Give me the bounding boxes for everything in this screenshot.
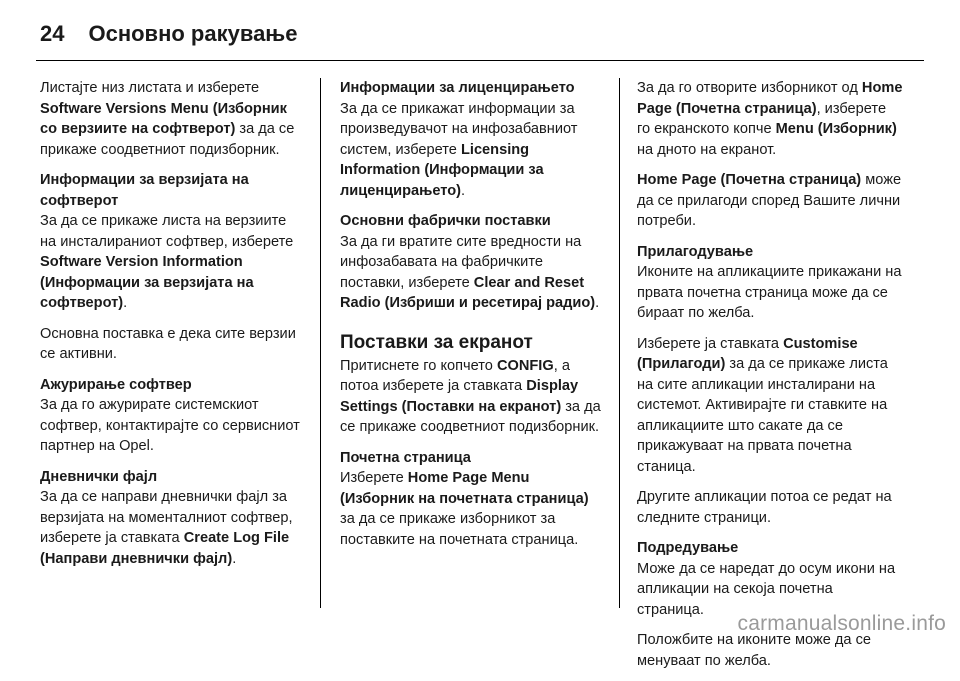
column-1 (40, 78, 306, 579)
paragraph-licensing (340, 78, 606, 201)
menu-term: Licensing Information (Информации за лиценцирањето) (340, 141, 544, 199)
paragraph-home-page-custom (637, 170, 903, 232)
column-2 (340, 78, 606, 560)
text: Притиснете го копчето (340, 357, 497, 374)
text: Изберете (340, 470, 408, 486)
text: За да се прикаже листа на верзиите на инсталираниот софтвер, изберете (40, 213, 294, 250)
text: За да го отворите изборникот од (637, 80, 862, 96)
subheading-text: Прилагодување (637, 243, 754, 260)
text: за да се прикаже изборникот за поставките на почетната страница. (340, 511, 579, 548)
paragraph-arrange: Може да се наредат до осум икони на апликации на секоја почетна страница. (637, 560, 896, 618)
paragraph-default-setting: Основна поставка е дека сите верзии се активни. (40, 325, 296, 362)
menu-term: Home Page (Почетна страница) (637, 80, 903, 117)
paragraph-log-file (40, 467, 306, 570)
paragraph-open-home-menu (637, 78, 903, 160)
subheading-licensing: Информации за лиценцирањето (340, 80, 575, 96)
page-title: Основно ракување (88, 21, 298, 46)
menu-term: Home Page Menu (Изборник на почетната страница) (340, 470, 589, 507)
paragraph-other-apps: Другите апликации потоа се редат на следните страници. (637, 489, 892, 526)
subheading-factory-settings: Основни фабрички поставки (340, 213, 551, 229)
text: може да се прилагоди според Вашите лични потреби. (637, 172, 902, 229)
text: . (461, 182, 466, 199)
subheading-software-update: Ажурирање софтвер (40, 376, 192, 393)
menu-term: Software Versions Menu (Изборник со верзиите на софтверот) (40, 100, 287, 137)
paragraph-version-info (40, 170, 306, 314)
text: За да се прикажат информации за произведувачот на инфозабавниот систем, изберете (340, 100, 578, 158)
text: За да ги вратите сите вредности на инфозабавата на фабричките поставки, изберете (340, 233, 582, 291)
menu-term: Create Log File (Направи дневнички фајл) (40, 530, 290, 567)
watermark: carmanualsonline.info (737, 612, 946, 635)
text: Изберете ја ставката (637, 335, 784, 352)
menu-term: Software Version Information (Информации за верзијата на софтверот) (40, 254, 254, 311)
subheading-log-file: Дневнички фајл (40, 468, 158, 485)
text: Листајте низ листата и изберете (40, 80, 260, 96)
column-3 (637, 78, 903, 681)
menu-term: Clear and Reset Radio (Избриши и ресетирај радио) (340, 274, 596, 311)
text: за да се прикаже соодветниот подизборник. (340, 398, 601, 435)
button-term: Menu (Изборник) (775, 121, 897, 137)
subheading-customise (637, 242, 903, 263)
paragraph-software-update (40, 375, 306, 457)
text: за да се прикаже соодветниот подизборник. (40, 121, 295, 158)
column-divider-1 (320, 78, 321, 608)
menu-term: Home Page (Почетна страница) (637, 172, 862, 188)
text: на дното на екранот. (637, 141, 777, 158)
text: , а потоа изберете ја ставката (340, 357, 570, 394)
paragraph-home-page (340, 448, 606, 551)
header-divider (36, 60, 924, 61)
text: За да се направи дневнички фајл за верзијата на моменталниот софтвер, изберете ја ставката (40, 489, 293, 546)
paragraph-software-versions (40, 78, 306, 160)
paragraph-display-settings (340, 356, 606, 438)
button-term: CONFIG (496, 357, 554, 374)
paragraph-customise (637, 334, 903, 478)
text: . (232, 550, 237, 567)
paragraph-icons: Иконите на апликациите прикажани на првата почетна страница може да се бираат по желба. (637, 264, 902, 321)
menu-term: Customise (Прилагоди) (637, 335, 858, 372)
subheading-arrange (637, 538, 903, 559)
page-header (40, 14, 297, 54)
text: За да го ажурирате системскиот софтвер, контактирајте со сервисниот партнер на Opel. (40, 397, 300, 454)
text: , изберете го екранското копче (637, 100, 887, 137)
paragraph-positions: Положбите на иконите може да се менуваат по желба. (637, 632, 872, 669)
column-divider-2 (619, 78, 620, 608)
section-title-display-settings: Поставки за екранот (340, 331, 533, 353)
text: за да се прикаже листа на сите апликации инсталирани на системот. Активирајте ги ставките на апликациите што сакате да се прикажуваат на првата почетна станица. (637, 356, 888, 475)
subheading-version-info: Информации за верзијата на софтверот (40, 172, 249, 209)
menu-term: Display Settings (Поставки на екранот) (340, 378, 579, 415)
subheading-text: Подредување (637, 540, 739, 556)
subheading-home-page: Почетна страница (340, 449, 471, 466)
page-number: 24 (40, 21, 65, 46)
text: . (123, 295, 128, 311)
paragraph-factory-settings (340, 211, 606, 314)
text: . (595, 295, 600, 311)
